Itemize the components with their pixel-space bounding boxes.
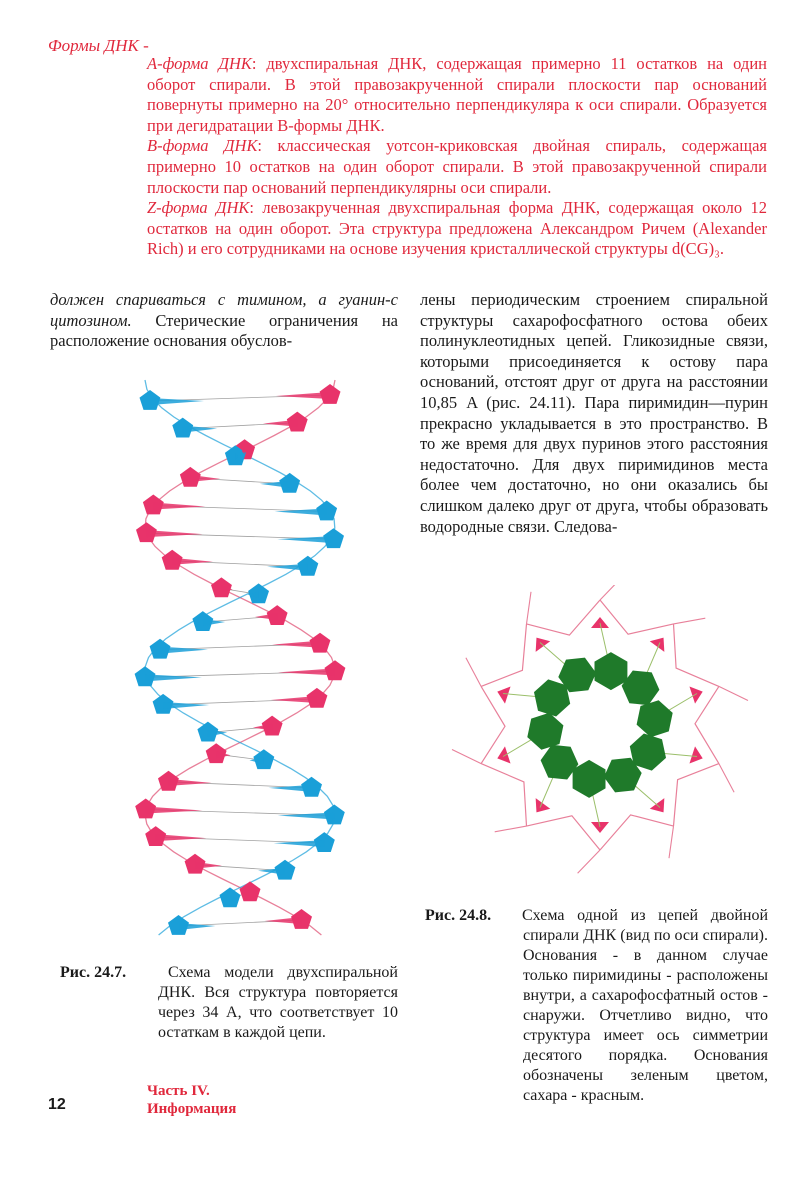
ring-sugar-red — [650, 632, 671, 651]
helix-base-red — [146, 806, 203, 813]
helix-base-blue — [179, 923, 216, 930]
ring-sugar-red — [529, 798, 550, 817]
left-column-text — [50, 290, 398, 352]
term-z-form: Z-форма ДНК — [147, 198, 250, 218]
helix-base-red — [272, 641, 320, 648]
helix-base-red — [265, 917, 302, 924]
helix-base-red — [276, 392, 330, 399]
definition-z-form — [147, 198, 767, 260]
ring-base-green — [595, 652, 628, 690]
helix-base-red — [147, 530, 203, 537]
helix-base-red — [169, 779, 212, 786]
ring-phosphate-branch — [527, 592, 532, 624]
helix-top-view-illustration — [440, 585, 760, 885]
left-column-italic: должен спариваться с тимином, а гуанин-с цитозином. — [50, 290, 398, 330]
ring-sugar-red — [591, 822, 609, 833]
helix-base-red — [255, 613, 277, 620]
ring-phosphate-branch — [719, 686, 748, 700]
ring-sugar-red — [495, 746, 511, 767]
helix-base-blue — [203, 619, 225, 626]
ring-backbone-segment — [600, 815, 674, 850]
figure-24-8-caption: Схема одной из цепей двойной спирали ДНК (вид по оси спирали). Основания - в данном случае только пиримидины - расположены внутри, а сахарофосфатный остов - снаружи. Отчетливо видно, что структура имеет ось симметрии десятого порядка. Основания обозначены зеленым цветом, сахара - красным. — [522, 907, 768, 1104]
ring-phosphate-branch — [466, 658, 481, 687]
part-heading — [147, 1082, 236, 1118]
ring-phosphate-branch — [600, 585, 622, 600]
term-a-form: A-форма ДНК — [147, 54, 252, 73]
ring-phosphate-branch — [669, 826, 674, 858]
helix-base-red — [195, 862, 222, 869]
ring-sugar-red — [591, 617, 609, 628]
figure-24-8-helix-top-view — [440, 585, 760, 885]
helix-base-red — [172, 558, 213, 565]
ring-backbone-segment — [481, 624, 526, 687]
definition-z-text: : левозакрученная двухспиральная форма ДНК, содержащая около 12 остатков на один оборот. Эта структура предложена Александром Ричем (Alexander Rich) и его сотрудниками на основе изучения кристаллической структуры d(CG)₃. — [147, 198, 767, 259]
figure-24-7-double-helix — [100, 360, 380, 950]
part-title: Часть IV. — [147, 1083, 210, 1099]
ring-phosphate-branch — [578, 850, 600, 873]
helix-base-red — [190, 475, 220, 482]
helix-layer — [135, 380, 346, 935]
definitions-block — [147, 54, 767, 260]
definition-a-form — [147, 54, 767, 136]
helix-base-blue — [274, 840, 325, 847]
definition-b-text: : классическая уотсон-криковская двойная спираль, содержащая примерно 10 остатков на один оборот спирали. В этой правозакрученной спирали плоскости пар оснований перпендикулярны оси спирали. — [147, 136, 767, 197]
figure-24-7-label: Рис. 24.7. — [60, 964, 127, 981]
ring-backbone-segment — [527, 600, 601, 635]
ring-phosphate-branch — [495, 826, 527, 832]
definition-b-form — [147, 136, 767, 198]
helix-base-red — [153, 503, 205, 510]
right-column-text: лены периодическим строением спиральной структуры сахарофосфатного остова обеих полинуклеотидных цепей. Гликозидные связи, которыми присоединяется к остову пара оснований, отстоят друг от друга на расстоянии 10,85 A (рис. 24.11). Пара пиримидин—пурин прекрасно укладывается в это пространство. В то же время для двух пуринов этого расстояния недостаточно. Для двух пиримидинов места более чем достаточно, но они оказались бы слишком далеко друг от друга, чтобы образовать водородные связи. Следова- — [420, 290, 768, 536]
ring-backbone-segment — [600, 600, 674, 634]
left-column-body: Стерические ограничения на расположение основания обуслов- — [50, 310, 398, 351]
helix-base-blue — [145, 674, 202, 681]
ring-phosphate-branch — [452, 750, 481, 764]
ring-backbone-segment — [481, 764, 526, 827]
double-helix-illustration — [100, 360, 380, 950]
helix-base-blue — [150, 398, 204, 405]
helix-base-blue — [278, 812, 335, 819]
ring-backbone-segment — [674, 624, 719, 687]
helix-base-blue — [277, 536, 333, 543]
figure-24-8-label: Рис. 24.8. — [425, 907, 492, 924]
ring-base-green — [637, 700, 673, 737]
definitions-heading: Формы ДНК - — [48, 36, 149, 55]
ring-phosphate-branch — [674, 618, 706, 624]
ring-phosphate-branch — [719, 764, 734, 793]
helix-sugar-red — [206, 743, 227, 763]
ring-backbone-segment — [527, 816, 601, 850]
figure-24-7-caption: Схема модели двухспиральной ДНК. Вся структура повторяется через 34 A, что соответствует 10 остаткам в каждой цепи. — [158, 964, 398, 1041]
ring-base-green — [573, 760, 606, 798]
helix-base-blue — [267, 564, 308, 571]
helix-base-red — [278, 668, 335, 675]
helix-base-blue — [260, 481, 290, 488]
ring-sugar-red — [495, 683, 511, 704]
ring-layer — [452, 585, 748, 873]
helix-base-red — [156, 834, 207, 841]
helix-base-blue — [160, 647, 208, 654]
ring-backbone-segment — [674, 764, 719, 827]
ring-sugar-red — [689, 683, 705, 704]
helix-base-red — [271, 696, 317, 703]
definition-a-text: : двухспиральная ДНК, содержащая примерно 11 остатков на один оборот спирали. В этой правозакрученной спирали плоскости пар оснований повернуты примерно на 20° относительно перпендикуляра к оси спирали. Образуется при дегидратации B-формы ДНК. — [147, 54, 767, 135]
page-number: 12 — [48, 1096, 66, 1113]
helix-base-red — [263, 420, 297, 427]
section-title: Информация — [147, 1101, 237, 1117]
term-b-form: B-форма ДНК — [147, 136, 258, 156]
ring-sugar-red — [689, 746, 705, 767]
ring-base-green — [527, 713, 563, 750]
